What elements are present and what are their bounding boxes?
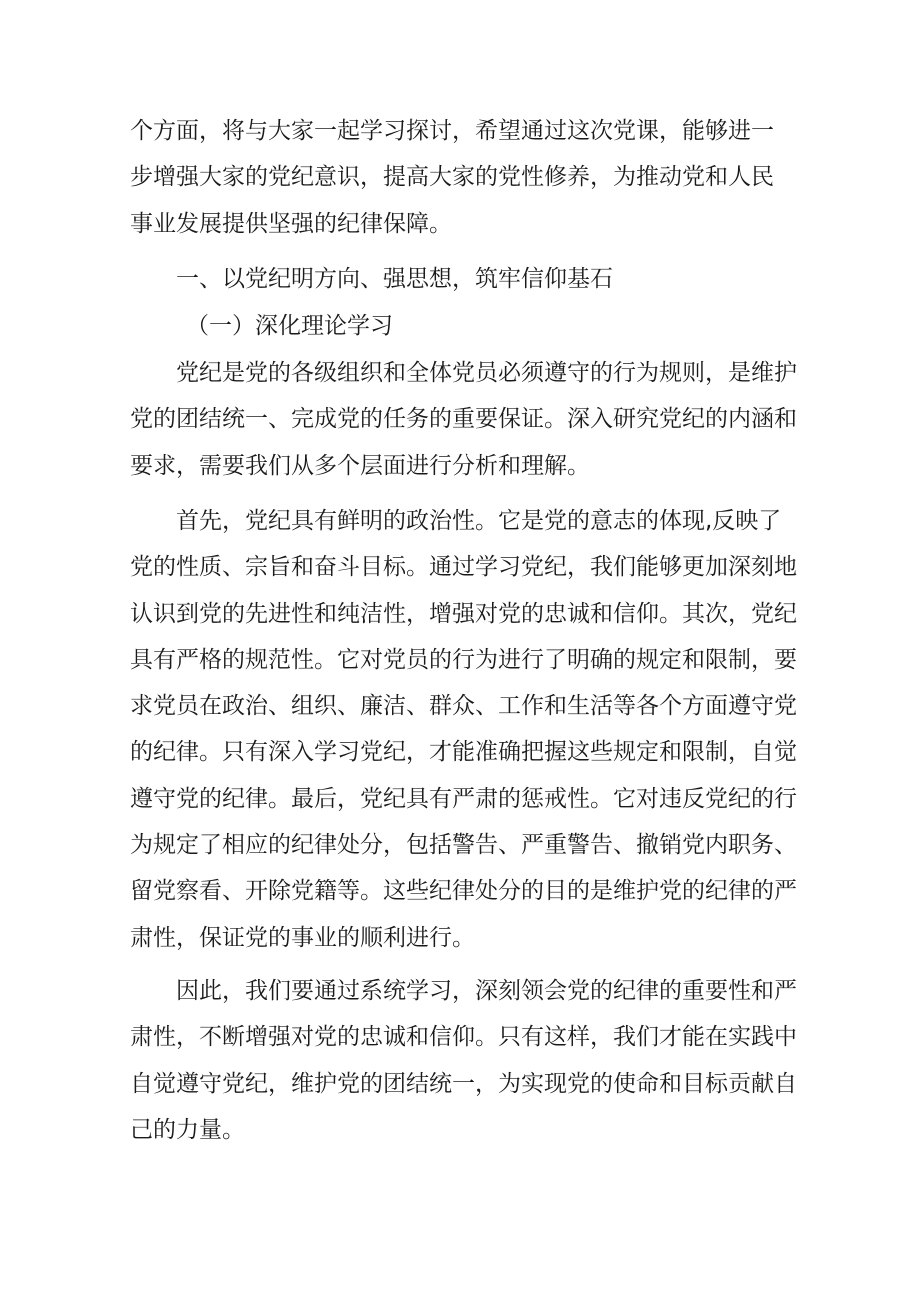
text-line: 党纪是党的各级组织和全体党员必须遵守的行为规则，是维护 — [176, 360, 797, 386]
body-paragraph — [130, 108, 800, 247]
text-line: 党的团结统一、完成党的任务的重要保证。深入研究党纪的内涵和 — [130, 406, 797, 433]
text-line: 遵守党的纪律。最后，党纪具有严肃的惩戒性。它对违反党纪的行 — [130, 785, 797, 812]
heading-line: 一、以党纪明方向、强思想，筑牢信仰基石 — [176, 266, 613, 292]
text-line: 肃性，保证党的事业的顺利进行。 — [130, 924, 475, 951]
text-line: 认识到党的先进性和纯洁性，增强对党的忠诚和信仰。其次，党纪 — [130, 600, 797, 627]
text-line: 的纪律。只有深入学习党纪，才能准确把握这些规定和限制，自觉 — [130, 739, 797, 766]
text-line: 首先，党纪具有鲜明的政治性。它是党的意志的体现,反映了 — [176, 508, 782, 534]
text-line: 肃性，不断增强对党的忠诚和信仰。只有这样，我们才能在实践中 — [130, 1024, 797, 1051]
text-line: 自觉遵守党纪，维护党的团结统一，为实现党的使命和目标贡献自 — [130, 1070, 797, 1097]
text-line: 要求，需要我们从多个层面进行分析和理解。 — [130, 452, 590, 479]
text-line: 具有严格的规范性。它对党员的行为进行了明确的规定和限制，要 — [130, 646, 797, 673]
subheading-line: （一）深化理论学习 — [186, 313, 393, 339]
text-line: 事业发展提供坚强的纪律保障。 — [130, 210, 452, 237]
subsection-heading — [130, 303, 800, 349]
text-line: 为规定了相应的纪律处分，包括警告、严重警告、撤销党内职务、 — [130, 832, 797, 859]
text-line: 己的力量。 — [130, 1116, 245, 1143]
text-line: 个方面，将与大家一起学习探讨，希望通过这次党课，能够进一 — [130, 118, 774, 144]
text-line: 因此，我们要通过系统学习，深刻领会党的纪律的重要性和严 — [176, 978, 797, 1004]
text-line: 党的性质、宗旨和奋斗目标。通过学习党纪，我们能够更加深刻地 — [130, 554, 797, 581]
body-paragraph — [130, 350, 800, 489]
body-paragraph — [130, 968, 800, 1153]
text-line: 求党员在政治、组织、廉洁、群众、工作和生活等各个方面遵守党 — [130, 693, 797, 720]
text-line: 留党察看、开除党籍等。这些纪律处分的目的是维护党的纪律的严 — [130, 878, 797, 905]
text-line: 步增强大家的党纪意识，提高大家的党性修养，为推动党和人民 — [130, 164, 774, 191]
body-paragraph — [130, 498, 800, 961]
section-heading — [130, 256, 800, 302]
